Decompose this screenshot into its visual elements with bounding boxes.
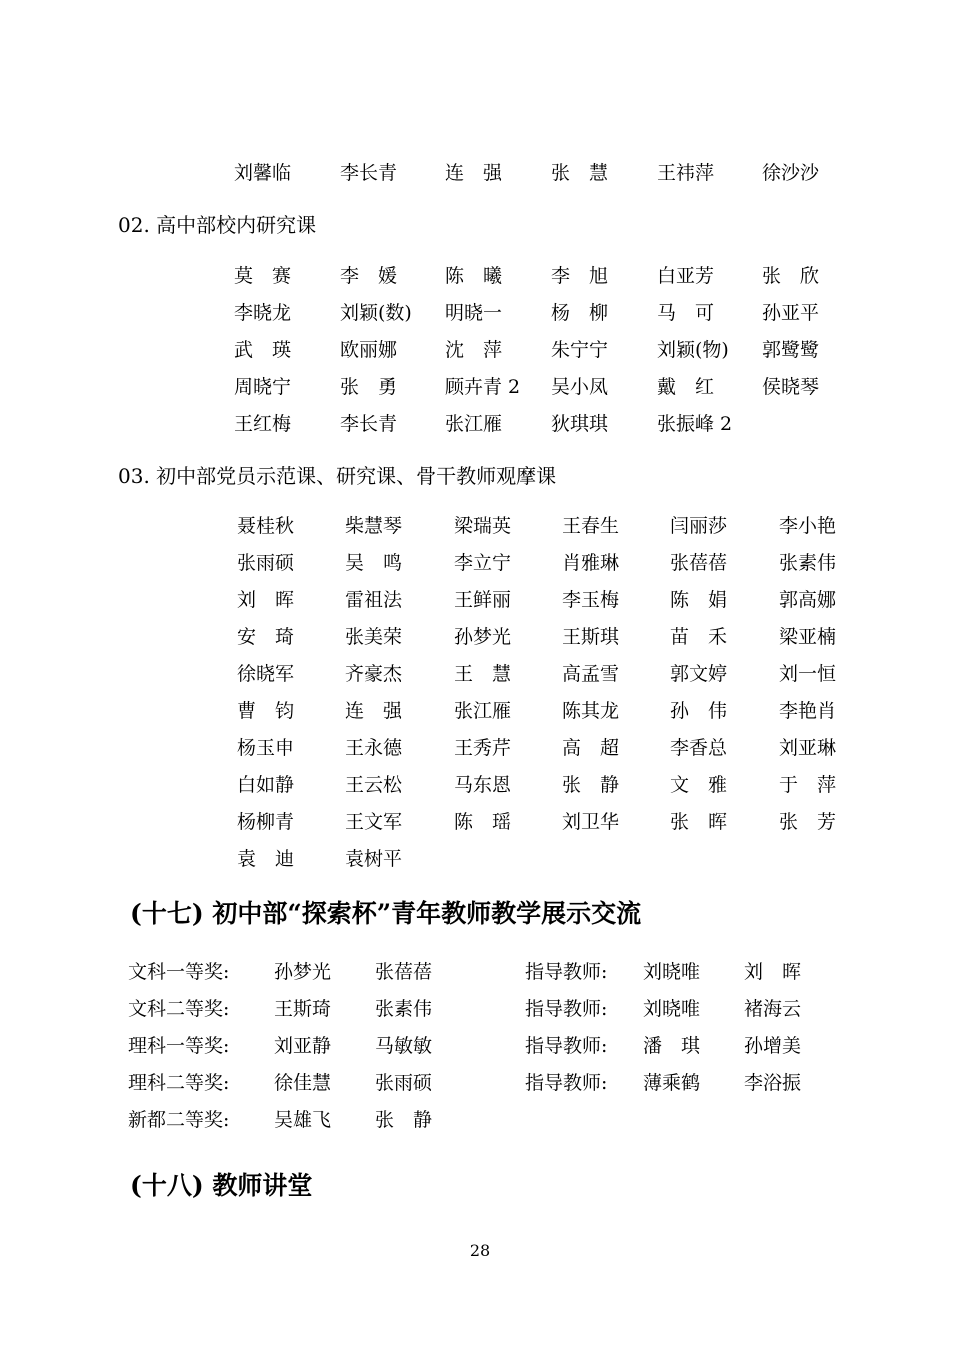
name-cell: 王鲜丽 bbox=[454, 589, 512, 611]
name-row bbox=[0, 372, 960, 402]
page-number: 28 bbox=[469, 1241, 491, 1260]
winner-name: 孙梦光 bbox=[274, 961, 332, 983]
name-cell: 李小艳 bbox=[779, 515, 837, 537]
name-cell: 陈 瑶 bbox=[454, 811, 512, 833]
winner-name: 张素伟 bbox=[375, 998, 433, 1020]
winner-name: 王斯琦 bbox=[274, 998, 332, 1020]
name-cell: 张 欣 bbox=[762, 265, 820, 287]
name-cell: 王斯琪 bbox=[562, 626, 620, 648]
section-title-18: (十八) 教师讲堂 bbox=[130, 1171, 313, 1200]
name-row bbox=[0, 770, 960, 800]
mentor-label: 指导教师: bbox=[525, 998, 608, 1020]
name-cell: 周晓宁 bbox=[234, 376, 292, 398]
name-cell: 王云松 bbox=[345, 774, 403, 796]
name-cell: 张 慧 bbox=[551, 162, 609, 184]
name-row bbox=[0, 261, 960, 291]
name-cell: 张 晖 bbox=[670, 811, 728, 833]
section-heading-02: 02. 高中部校内研究课 bbox=[118, 213, 317, 237]
name-cell: 刘一恒 bbox=[779, 663, 837, 685]
name-cell: 李艳肖 bbox=[779, 700, 837, 722]
name-cell: 张江雁 bbox=[445, 413, 503, 435]
name-cell: 吴 鸣 bbox=[345, 552, 403, 574]
name-row bbox=[0, 158, 960, 188]
name-cell: 王 慧 bbox=[454, 663, 512, 685]
name-cell: 李晓龙 bbox=[234, 302, 292, 324]
name-cell: 闫丽莎 bbox=[670, 515, 728, 537]
winner-name: 张雨硕 bbox=[375, 1072, 433, 1094]
name-cell: 刘卫华 bbox=[562, 811, 620, 833]
award-category: 新都二等奖: bbox=[128, 1109, 230, 1131]
name-cell: 武 瑛 bbox=[234, 339, 292, 361]
award-row bbox=[0, 994, 960, 1024]
name-cell: 郭高娜 bbox=[779, 589, 837, 611]
mentor-name: 潘 琪 bbox=[643, 1035, 701, 1057]
name-cell: 侯晓琴 bbox=[762, 376, 820, 398]
award-category: 文科二等奖: bbox=[128, 998, 230, 1020]
name-cell: 王秀芹 bbox=[454, 737, 512, 759]
section-heading-03: 03. 初中部党员示范课、研究课、骨干教师观摩课 bbox=[118, 464, 557, 488]
award-row bbox=[0, 1105, 960, 1135]
name-cell: 王春生 bbox=[562, 515, 620, 537]
award-category: 理科一等奖: bbox=[128, 1035, 230, 1057]
name-cell: 朱宁宁 bbox=[551, 339, 609, 361]
name-cell: 马东恩 bbox=[454, 774, 512, 796]
name-row bbox=[0, 298, 960, 328]
name-cell: 狄琪琪 bbox=[551, 413, 609, 435]
mentor-name: 刘晓唯 bbox=[643, 961, 701, 983]
name-cell: 高 超 bbox=[562, 737, 620, 759]
name-cell: 齐豪杰 bbox=[345, 663, 403, 685]
winner-name: 张蓓蓓 bbox=[375, 961, 433, 983]
name-row bbox=[0, 335, 960, 365]
name-cell: 李立宁 bbox=[454, 552, 512, 574]
name-cell: 沈 萍 bbox=[445, 339, 503, 361]
name-cell: 孙亚平 bbox=[762, 302, 820, 324]
name-cell: 李长青 bbox=[340, 162, 398, 184]
name-cell: 张素伟 bbox=[779, 552, 837, 574]
name-cell: 白亚芳 bbox=[657, 265, 715, 287]
name-cell: 王红梅 bbox=[234, 413, 292, 435]
name-cell: 张雨硕 bbox=[237, 552, 295, 574]
name-cell: 高孟雪 bbox=[562, 663, 620, 685]
award-row bbox=[0, 957, 960, 987]
name-cell: 孙 伟 bbox=[670, 700, 728, 722]
award-row bbox=[0, 1031, 960, 1061]
name-cell: 陈其龙 bbox=[562, 700, 620, 722]
name-cell: 杨玉申 bbox=[237, 737, 295, 759]
name-cell: 李玉梅 bbox=[562, 589, 620, 611]
mentor-label: 指导教师: bbox=[525, 1072, 608, 1094]
name-cell: 徐沙沙 bbox=[762, 162, 820, 184]
name-cell: 张江雁 bbox=[454, 700, 512, 722]
mentor-name: 薄乘鹤 bbox=[643, 1072, 701, 1094]
name-cell: 聂桂秋 bbox=[237, 515, 295, 537]
name-cell: 刘亚琳 bbox=[779, 737, 837, 759]
name-cell: 雷祖法 bbox=[345, 589, 403, 611]
name-row bbox=[0, 511, 960, 541]
name-row bbox=[0, 844, 960, 874]
name-cell: 陈 娟 bbox=[670, 589, 728, 611]
name-cell: 刘馨临 bbox=[234, 162, 292, 184]
name-cell: 郭鹭鹭 bbox=[762, 339, 820, 361]
name-cell: 马 可 bbox=[657, 302, 715, 324]
name-row bbox=[0, 409, 960, 439]
mentor-label: 指导教师: bbox=[525, 1035, 608, 1057]
name-cell: 莫 赛 bbox=[234, 265, 292, 287]
name-cell: 戴 红 bbox=[657, 376, 715, 398]
name-cell: 李香总 bbox=[670, 737, 728, 759]
name-cell: 肖雅琳 bbox=[562, 552, 620, 574]
name-cell: 欧丽娜 bbox=[340, 339, 398, 361]
name-cell: 曹 钧 bbox=[237, 700, 295, 722]
mentor-name: 李浴振 bbox=[744, 1072, 802, 1094]
name-cell: 陈 曦 bbox=[445, 265, 503, 287]
winner-name: 马敏敏 bbox=[375, 1035, 433, 1057]
mentor-name: 刘晓唯 bbox=[643, 998, 701, 1020]
name-cell: 王文军 bbox=[345, 811, 403, 833]
name-cell: 刘颖(数) bbox=[340, 302, 412, 324]
name-cell: 王永德 bbox=[345, 737, 403, 759]
mentor-name: 刘 晖 bbox=[744, 961, 802, 983]
section-title-17: (十七) 初中部“探索杯”青年教师教学展示交流 bbox=[130, 899, 642, 928]
name-cell: 文 雅 bbox=[670, 774, 728, 796]
name-cell: 白如静 bbox=[237, 774, 295, 796]
name-row bbox=[0, 696, 960, 726]
name-cell: 顾卉青 2 bbox=[445, 376, 521, 398]
name-cell: 苗 禾 bbox=[670, 626, 728, 648]
name-row bbox=[0, 733, 960, 763]
name-cell: 张 勇 bbox=[340, 376, 398, 398]
name-cell: 郭文婷 bbox=[670, 663, 728, 685]
name-cell: 李 媛 bbox=[340, 265, 398, 287]
name-row bbox=[0, 585, 960, 615]
mentor-name: 褚海云 bbox=[744, 998, 802, 1020]
mentor-name: 孙增美 bbox=[744, 1035, 802, 1057]
award-category: 文科一等奖: bbox=[128, 961, 230, 983]
name-cell: 刘 晖 bbox=[237, 589, 295, 611]
name-cell: 明晓一 bbox=[445, 302, 503, 324]
name-row bbox=[0, 659, 960, 689]
winner-name: 张 静 bbox=[375, 1109, 433, 1131]
name-cell: 吴小凤 bbox=[551, 376, 609, 398]
name-cell: 于 萍 bbox=[779, 774, 837, 796]
name-cell: 王祎萍 bbox=[657, 162, 715, 184]
name-cell: 柴慧琴 bbox=[345, 515, 403, 537]
name-cell: 张 芳 bbox=[779, 811, 837, 833]
name-cell: 杨 柳 bbox=[551, 302, 609, 324]
name-cell: 梁瑞英 bbox=[454, 515, 512, 537]
name-cell: 李长青 bbox=[340, 413, 398, 435]
name-cell: 张美荣 bbox=[345, 626, 403, 648]
winner-name: 徐佳慧 bbox=[274, 1072, 332, 1094]
name-cell: 连 强 bbox=[445, 162, 503, 184]
name-cell: 张蓓蓓 bbox=[670, 552, 728, 574]
name-row bbox=[0, 807, 960, 837]
name-cell: 袁树平 bbox=[345, 848, 403, 870]
name-cell: 连 强 bbox=[345, 700, 403, 722]
name-cell: 梁亚楠 bbox=[779, 626, 837, 648]
name-cell: 张 静 bbox=[562, 774, 620, 796]
name-cell: 孙梦光 bbox=[454, 626, 512, 648]
name-cell: 杨柳青 bbox=[237, 811, 295, 833]
name-row bbox=[0, 548, 960, 578]
award-row bbox=[0, 1068, 960, 1098]
name-cell: 袁 迪 bbox=[237, 848, 295, 870]
mentor-label: 指导教师: bbox=[525, 961, 608, 983]
name-cell: 刘颖(物) bbox=[657, 339, 729, 361]
name-row bbox=[0, 622, 960, 652]
name-cell: 张振峰 2 bbox=[657, 413, 733, 435]
winner-name: 刘亚静 bbox=[274, 1035, 332, 1057]
winner-name: 吴雄飞 bbox=[274, 1109, 332, 1131]
name-cell: 徐晓军 bbox=[237, 663, 295, 685]
name-cell: 安 琦 bbox=[237, 626, 295, 648]
name-cell: 李 旭 bbox=[551, 265, 609, 287]
award-category: 理科二等奖: bbox=[128, 1072, 230, 1094]
